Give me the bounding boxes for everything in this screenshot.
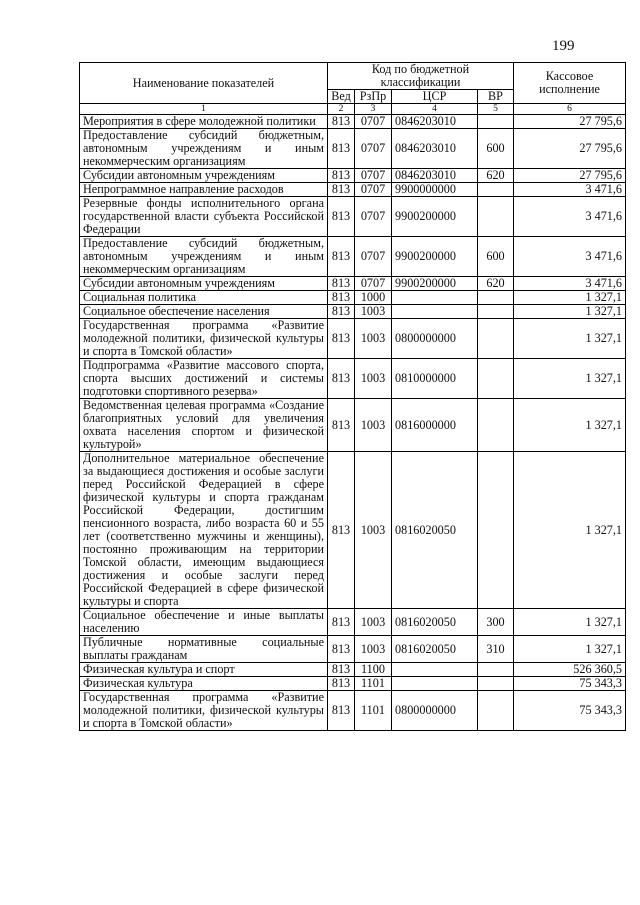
- row-vr: 620: [478, 277, 514, 291]
- row-vr: [478, 399, 514, 452]
- row-name: Физическая культура: [80, 677, 328, 691]
- table-row: [80, 359, 626, 399]
- row-name: Дополнительное материальное обеспечение за выдающиеся достижения и особые заслуги перед Российской Федерацией в сфере физической культуры и спорта гражданам Российской Федерации, достигшим пенсионного возраста, либо возраста 60 и 55 лет (соответственно мужчины и женщины), постоянно проживающим на территории Томской области, имеющим выдающиеся достижения и особые заслуги перед Российской Федерацией в сфере физической культуры и спорта: [80, 452, 328, 609]
- row-ved: 813: [328, 129, 355, 169]
- header-code-group: Код по бюджетной классификации: [328, 63, 514, 90]
- page-number: 199: [552, 38, 575, 54]
- row-rzpr: 0707: [355, 183, 392, 197]
- table-row: [80, 291, 626, 305]
- row-name: Субсидии автономным учреждениям: [80, 277, 328, 291]
- row-amount: 27 795,6: [514, 129, 626, 169]
- row-rzpr: 1000: [355, 291, 392, 305]
- row-ved: 813: [328, 691, 355, 731]
- row-vr: [478, 319, 514, 359]
- table-row: [80, 305, 626, 319]
- row-ved: 813: [328, 663, 355, 677]
- row-vr: [478, 663, 514, 677]
- row-ved: 813: [328, 359, 355, 399]
- row-rzpr: 1003: [355, 305, 392, 319]
- row-ved: 813: [328, 237, 355, 277]
- row-csr: 0816000000: [392, 399, 478, 452]
- row-vr: [478, 197, 514, 237]
- row-vr: 600: [478, 237, 514, 277]
- table-row: [80, 452, 626, 609]
- row-ved: 813: [328, 183, 355, 197]
- row-amount: 1 327,1: [514, 291, 626, 305]
- table-row: [80, 115, 626, 129]
- table-row: [80, 399, 626, 452]
- header-name: Наименование показателей: [80, 63, 328, 104]
- table-row: [80, 663, 626, 677]
- table-row: [80, 277, 626, 291]
- row-csr: 0810000000: [392, 359, 478, 399]
- table-row: [80, 677, 626, 691]
- table-row: [80, 183, 626, 197]
- budget-table: [79, 62, 626, 731]
- row-vr: [478, 452, 514, 609]
- table-row: [80, 636, 626, 663]
- table-row: [80, 319, 626, 359]
- row-ved: 813: [328, 452, 355, 609]
- row-name: Субсидии автономным учреждениям: [80, 169, 328, 183]
- row-rzpr: 1003: [355, 609, 392, 636]
- table-row: [80, 237, 626, 277]
- header-csr: ЦСР: [392, 90, 478, 104]
- header-ved: Вед: [328, 90, 355, 104]
- row-amount: 1 327,1: [514, 319, 626, 359]
- header-vr: ВР: [478, 90, 514, 104]
- row-vr: 300: [478, 609, 514, 636]
- row-amount: 3 471,6: [514, 237, 626, 277]
- row-rzpr: 0707: [355, 115, 392, 129]
- row-rzpr: 1100: [355, 663, 392, 677]
- row-name: Социальное обеспечение и иные выплаты населению: [80, 609, 328, 636]
- row-rzpr: 1101: [355, 677, 392, 691]
- row-name: Предоставление субсидий бюджетным, автономным учреждениям и иным некоммерческим организациям: [80, 129, 328, 169]
- row-rzpr: 1003: [355, 452, 392, 609]
- row-amount: 526 360,5: [514, 663, 626, 677]
- row-csr: [392, 291, 478, 305]
- row-rzpr: 0707: [355, 277, 392, 291]
- row-ved: 813: [328, 197, 355, 237]
- row-rzpr: 0707: [355, 197, 392, 237]
- row-amount: 75 343,3: [514, 691, 626, 731]
- row-name: Предоставление субсидий бюджетным, автономным учреждениям и иным некоммерческим организациям: [80, 237, 328, 277]
- row-csr: 9900200000: [392, 277, 478, 291]
- row-rzpr: 0707: [355, 129, 392, 169]
- row-amount: 27 795,6: [514, 115, 626, 129]
- row-name: Публичные нормативные социальные выплаты гражданам: [80, 636, 328, 663]
- row-ved: 813: [328, 169, 355, 183]
- row-name: Государственная программа «Развитие молодежной политики, физической культуры и спорта в Томской области»: [80, 319, 328, 359]
- row-rzpr: 0707: [355, 237, 392, 277]
- row-ved: 813: [328, 677, 355, 691]
- col-number-6: 6: [514, 104, 626, 115]
- row-amount: 1 327,1: [514, 399, 626, 452]
- row-rzpr: 1003: [355, 319, 392, 359]
- row-vr: 620: [478, 169, 514, 183]
- row-csr: 9900200000: [392, 197, 478, 237]
- table-row: [80, 129, 626, 169]
- row-ved: 813: [328, 115, 355, 129]
- header-rzpr: РзПр: [355, 90, 392, 104]
- row-name: Резервные фонды исполнительного органа государственной власти субъекта Российской Федерации: [80, 197, 328, 237]
- row-csr: 0846203010: [392, 129, 478, 169]
- row-vr: [478, 359, 514, 399]
- col-number-4: 4: [392, 104, 478, 115]
- row-rzpr: 1003: [355, 636, 392, 663]
- row-ved: 813: [328, 305, 355, 319]
- row-vr: [478, 291, 514, 305]
- row-name: Непрограммное направление расходов: [80, 183, 328, 197]
- row-amount: 1 327,1: [514, 609, 626, 636]
- header-amount: Кассовое исполнение: [514, 63, 626, 104]
- col-number-1: 1: [80, 104, 328, 115]
- row-name: Социальная политика: [80, 291, 328, 305]
- row-csr: 0816020050: [392, 452, 478, 609]
- row-amount: 1 327,1: [514, 305, 626, 319]
- row-amount: 75 343,3: [514, 677, 626, 691]
- row-ved: 813: [328, 636, 355, 663]
- row-csr: 0816020050: [392, 609, 478, 636]
- row-rzpr: 1003: [355, 359, 392, 399]
- row-csr: 9900000000: [392, 183, 478, 197]
- row-vr: [478, 305, 514, 319]
- row-csr: 0846203010: [392, 169, 478, 183]
- row-amount: 1 327,1: [514, 636, 626, 663]
- row-vr: [478, 183, 514, 197]
- table-row: [80, 691, 626, 731]
- row-ved: 813: [328, 277, 355, 291]
- row-rzpr: 1003: [355, 399, 392, 452]
- row-rzpr: 1101: [355, 691, 392, 731]
- table-row: [80, 197, 626, 237]
- row-ved: 813: [328, 319, 355, 359]
- row-csr: 0800000000: [392, 691, 478, 731]
- row-vr: [478, 677, 514, 691]
- row-name: Подпрограмма «Развитие массового спорта, спорта высших достижений и системы подготовки спортивного резерва»: [80, 359, 328, 399]
- row-amount: 1 327,1: [514, 452, 626, 609]
- row-name: Государственная программа «Развитие молодежной политики, физической культуры и спорта в Томской области»: [80, 691, 328, 731]
- row-csr: 0800000000: [392, 319, 478, 359]
- row-amount: 3 471,6: [514, 197, 626, 237]
- row-csr: [392, 663, 478, 677]
- row-ved: 813: [328, 399, 355, 452]
- row-name: Социальное обеспечение населения: [80, 305, 328, 319]
- row-ved: 813: [328, 609, 355, 636]
- row-csr: 0816020050: [392, 636, 478, 663]
- row-csr: [392, 677, 478, 691]
- table-row: [80, 609, 626, 636]
- row-amount: 3 471,6: [514, 277, 626, 291]
- row-csr: [392, 305, 478, 319]
- col-number-5: 5: [478, 104, 514, 115]
- col-number-3: 3: [355, 104, 392, 115]
- row-name: Ведомственная целевая программа «Создание благоприятных условий для увеличения охвата населения спортом и физической культурой»: [80, 399, 328, 452]
- row-ved: 813: [328, 291, 355, 305]
- row-rzpr: 0707: [355, 169, 392, 183]
- row-vr: [478, 115, 514, 129]
- row-vr: [478, 691, 514, 731]
- row-vr: 310: [478, 636, 514, 663]
- row-amount: 1 327,1: [514, 359, 626, 399]
- row-name: Мероприятия в сфере молодежной политики: [80, 115, 328, 129]
- row-csr: 9900200000: [392, 237, 478, 277]
- table-row: [80, 169, 626, 183]
- row-csr: 0846203010: [392, 115, 478, 129]
- row-amount: 27 795,6: [514, 169, 626, 183]
- row-amount: 3 471,6: [514, 183, 626, 197]
- row-vr: 600: [478, 129, 514, 169]
- row-name: Физическая культура и спорт: [80, 663, 328, 677]
- col-number-2: 2: [328, 104, 355, 115]
